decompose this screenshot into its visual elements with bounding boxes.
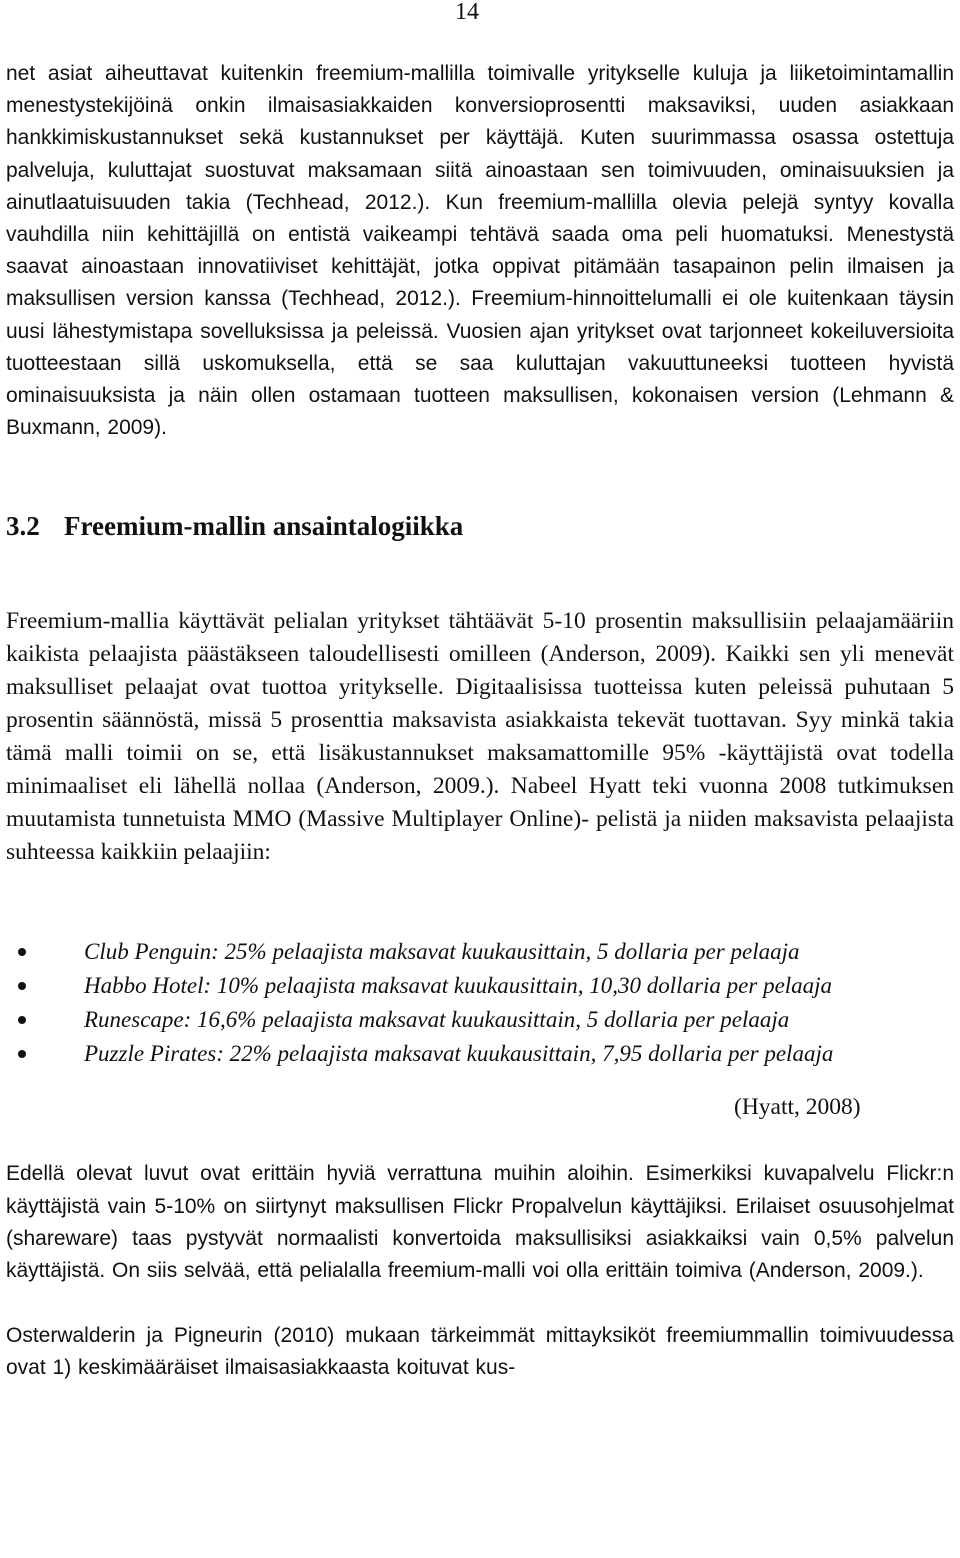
section-title: Freemium-mallin ansaintalogiikka [64, 511, 464, 542]
list-item [6, 1037, 954, 1071]
list-item [6, 1003, 954, 1037]
paragraph-3: Edellä olevat luvut ovat erittäin hyviä verrattuna muihin aloihin. Esimerkiksi kuvapalvelu Flickr:n käyttäjistä vain 5-10% on siirtynyt maksullisen Flickr Propalvelun käyttäjiksi. Erilaiset osuusohjelmat (shareware) taas pystyvät normaalisti konvertoida maksullisiksi asiakkaiksi vain 0,5% palvelun käyttäjistä. On siis selvää, että pelialalla freemium-malli voi olla erittäin toimiva (Anderson, 2009.). [6, 1162, 954, 1283]
list-item-text: Club Penguin: 25% pelaajista maksavat kuukausittain, 5 dollaria per pelaaja [84, 939, 800, 965]
mmo-stats-list [6, 935, 954, 1071]
bullet-icon [18, 1016, 26, 1024]
bullet-icon [18, 982, 26, 990]
list-item-text: Runescape: 16,6% pelaajista maksavat kuukausittain, 5 dollaria per pelaaja [84, 1007, 790, 1033]
paragraph-1: net asiat aiheuttavat kuitenkin freemium-mallilla toimivalle yritykselle kuluja ja liiketoimintamallin menestystekijöinä onkin ilmaisasiakkaiden konversioprosentti maksaviksi, uuden asiakkaan hankkimiskustannukset sekä kustannukset per käyttäjä. Kuten suurimmassa osassa ostettuja palveluja, kuluttajat suostuvat maksamaan siitä ainoastaan sen toimivuuden, ominaisuuksien ja ainutlaatuisuuden takia (Techhead, 2012.). Kun freemium-mallilla olevia pelejä syntyy kovalla vauhdilla niin kehittäjillä on entistä vaikeampi tehtävä saada oma peli huomatuksi. Menestystä saavat ainoastaan innovatiiviset kehittäjät, jotka oppivat pitämään tasapainon pelin ilmaisen ja maksullisen version kanssa (Techhead, 2012.). Freemium-hinnoittelumalli ei ole kuitenkaan täysin uusi lähestymistapa sovelluksissa ja peleissä. Vuosien ajan yritykset ovat tarjonneet kokeiluversioita tuotteestaan sillä uskomuksella, että se saa kuluttajan vakuuttuneeksi tuotteen hyvistä ominaisuuksista ja näin ollen ostamaan tuotteen maksullisen, kokonaisen version (Lehmann & Buxmann, 2009). [6, 62, 954, 440]
list-citation: (Hyatt, 2008) [734, 1094, 861, 1121]
list-item-text: Puzzle Pirates: 22% pelaajista maksavat kuukausittain, 7,95 dollaria per pelaaja [84, 1041, 834, 1067]
page-body [6, 58, 954, 1385]
list-item [6, 969, 954, 1003]
paragraph-2: Freemium-mallia käyttävät pelialan yritykset tähtäävät 5-10 prosentin maksullisiin pelaajamääriin kaikista pelaajista päästäkseen taloudellisesti omilleen (Anderson, 2009). Kaikki sen yli menevät maksulliset pelaajat ovat tuottoa yritykselle. Digitaalisissa tuotteissa kuten peleissä puhutaan 5 prosentin säännöstä, missä 5 prosenttia maksavista asiakkaista tekevät tuottavan. Syy minkä takia tämä malli toimii on se, että lisäkustannukset maksamattomille 95% -käyttäjistä ovat todella minimaaliset eli lähellä nollaa (Anderson, 2009.). Nabeel Hyatt teki vuonna 2008 tutkimuksen muutamista tunnetuista MMO (Massive Multiplayer Online)- pelistä ja niiden maksavista pelaajista suhteessa kaikkiin pelaajiin: [6, 608, 954, 866]
list-item-text: Habbo Hotel: 10% pelaajista maksavat kuukausittain, 10,30 dollaria per pelaaja [84, 973, 833, 999]
paragraph-4: Osterwalderin ja Pigneurin (2010) mukaan tärkeimmät mittayksiköt freemiummallin toimivuudessa ovat 1) keskimääräiset ilmaisasiakkaasta koituvat kus- [6, 1324, 954, 1380]
page-number: 14 [455, 0, 479, 25]
bullet-icon [18, 948, 26, 956]
list-item [6, 935, 954, 969]
bullet-icon [18, 1050, 26, 1058]
section-heading [6, 510, 954, 542]
section-number: 3.2 [6, 511, 40, 542]
